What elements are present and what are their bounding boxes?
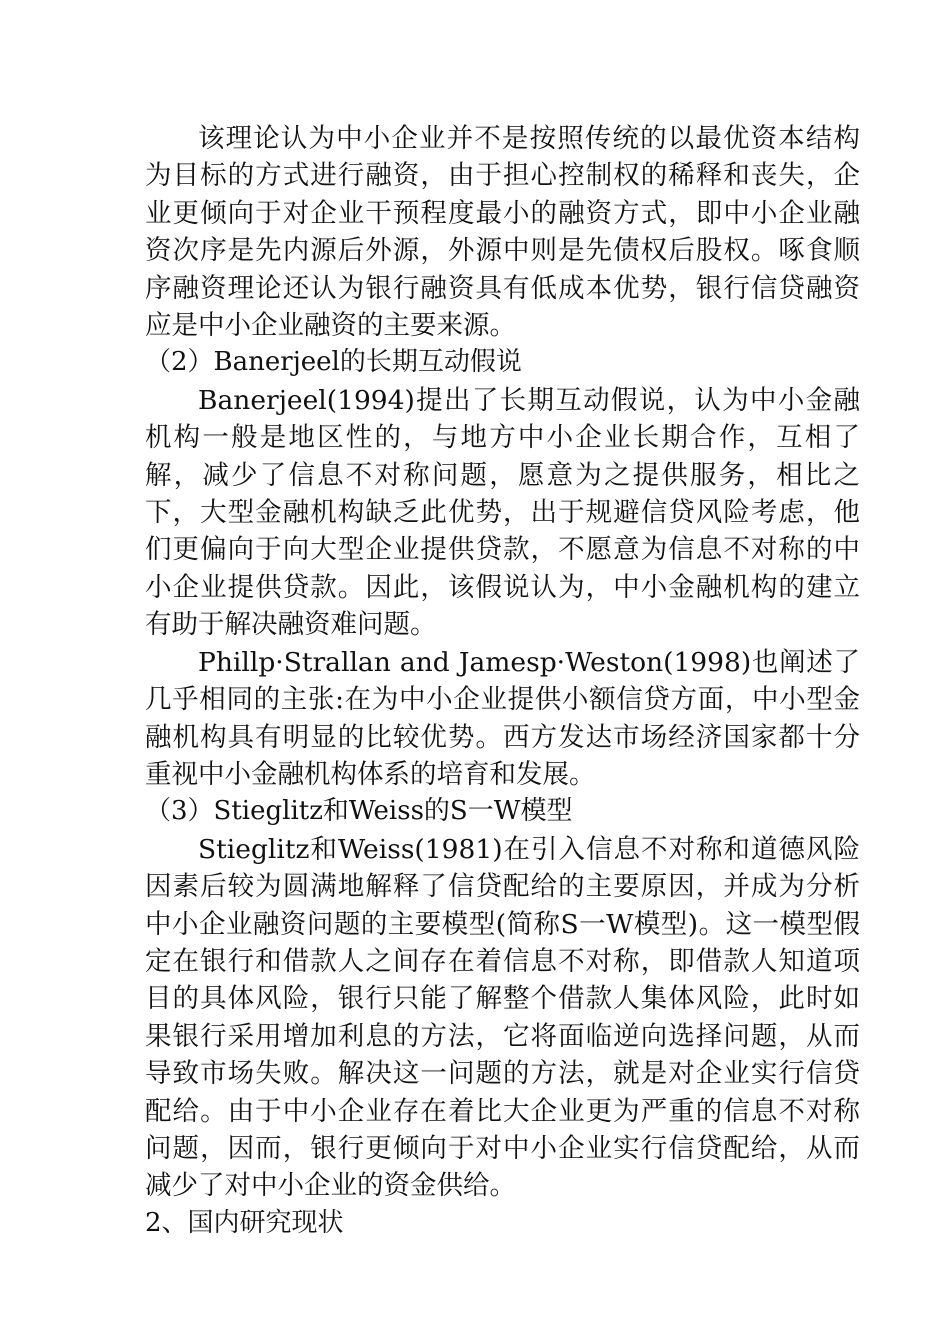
section-heading-sw-model: （3）Stieglitz和Weiss的S一W模型 bbox=[145, 796, 573, 827]
paragraph-banerjeel-hypothesis: Banerjeel(1994)提出了长期互动假说，认为中小金融机构一般是地区性的，与地方中小企业长期合作，互相了解，减少了信息不对称问题，愿意为之提供服务，相比之下，大型金融机构缺乏此优势，出于规避信贷风险考虑，他们更偏向于向大型企业提供贷款，不愿意为信息不对称的中小企业提供贷款。因此，该假说认为，中小金融机构的建立有助于解决融资难问题。 bbox=[145, 384, 860, 641]
paragraph-pecking-order-theory: 该理论认为中小企业并不是按照传统的以最优资本结构为目标的方式进行融资，由于担心控制权的稀释和丧失，企业更倾向于对企业干预程度最小的融资方式，即中小企业融资次序是先内源后外源，外源中则是先债权后股权。啄食顺序融资理论还认为银行融资具有低成本优势，银行信贷融资应是中小企业融资的主要来源。 bbox=[145, 123, 860, 342]
document-page bbox=[145, 120, 860, 1242]
paragraph-sw-model: Stieglitz和Weiss(1981)在引入信息不对称和道德风险因素后较为圆满地解释了信贷配给的主要原因，并成为分析中小企业融资问题的主要模型(简称S一W模型)。这一模型假定在银行和借款人之间存在着信息不对称，即借款人知道项目的具体风险，银行只能了解整个借款人集体风险，此时如果银行采用增加利息的方法，它将面临逆向选择问题，从而导致市场失败。解决这一问题的方法，就是对企业实行信贷配给。由于中小企业存在着比大企业更为严重的信息不对称问题，因而，银行更倾向于对中小企业实行信贷配给，从而减少了对中小企业的资金供给。 bbox=[145, 833, 860, 1202]
section-heading-banerjeel: （2）Banerjeel的长期互动假说 bbox=[145, 347, 522, 378]
section-heading-domestic-research: 2、国内研究现状 bbox=[145, 1207, 344, 1238]
paragraph-strallan-weston: Phillp·Strallan and Jamesp·Weston(1998)也阐述了几乎相同的主张:在为中小企业提供小额信贷方面，中小型金融机构具有明显的比较优势。西方发达市场经济国家都十分重视中小金融机构体系的培育和发展。 bbox=[145, 646, 860, 790]
